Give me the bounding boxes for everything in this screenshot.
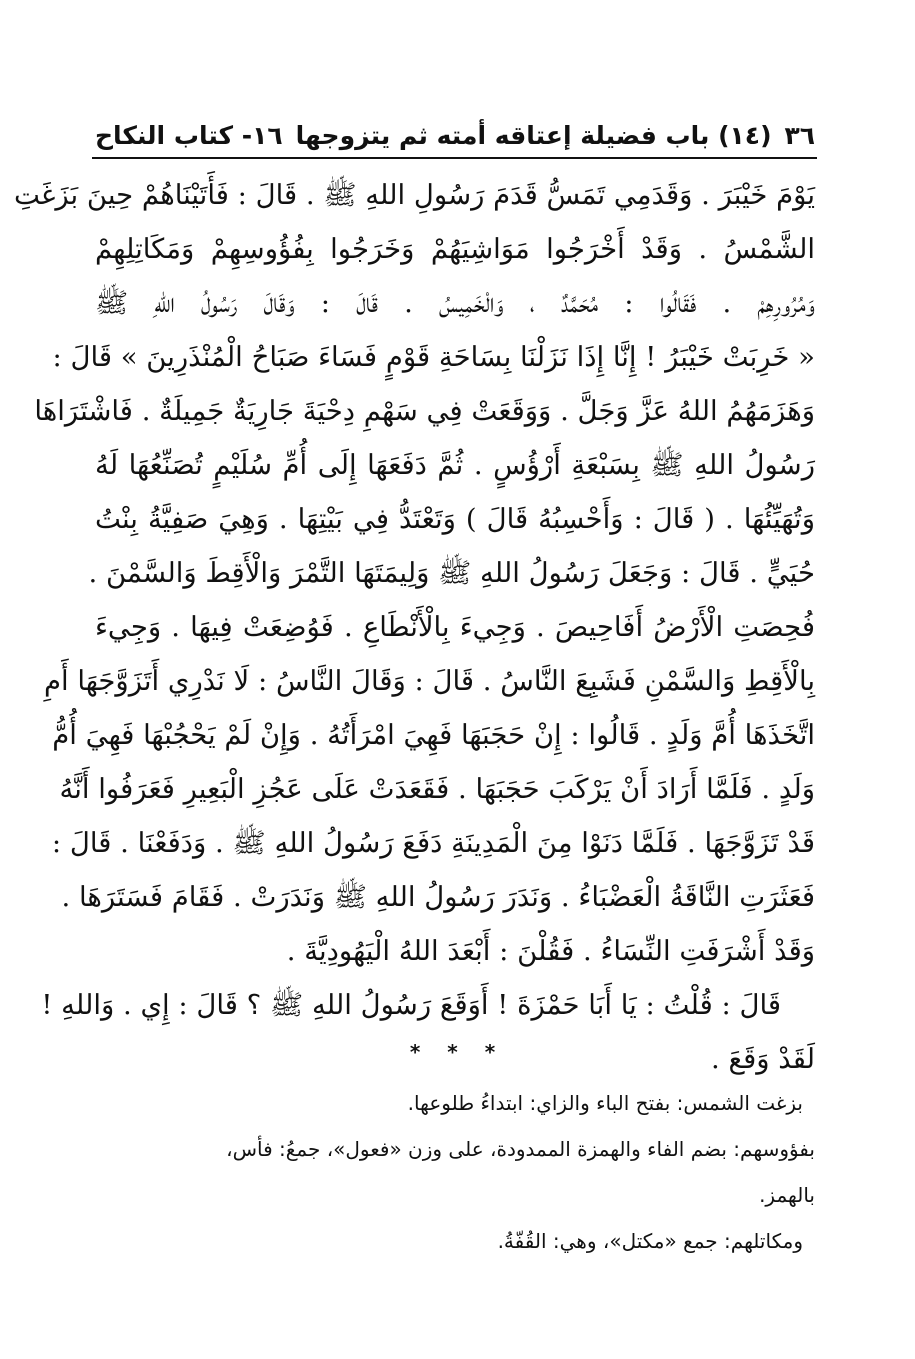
hadith-paragraph bbox=[13, 168, 815, 978]
book-title: ١٦- كتاب النكاح bbox=[95, 121, 283, 150]
page-number: ٣٦ bbox=[784, 121, 815, 150]
text-line: قَدْ تَزَوَّجَهَا . فَلَمَّا دَنَوْا مِنَ الْمَدِينَةِ دَفَعَ رَسُولُ اللهِ ﷺ . وَدَفَعْنَا . قَالَ : bbox=[51, 827, 815, 859]
text-line: اتَّخَذَهَا أُمَّ وَلَدٍ . قَالُوا : إِنْ حَجَبَهَا فَهِيَ امْرَأَتُهُ . وَإِنْ لَمْ يَحْجُبْهَا فَهِيَ أُمُّ bbox=[52, 719, 815, 751]
text-line: الشَّمْسُ . وَقَدْ أَخْرَجُوا مَوَاشِيَهُمْ وَخَرَجُوا بِفُؤُوسِهِمْ وَمَكَاتِلِهِمْ bbox=[95, 233, 815, 265]
text-line: قَالَ : قُلْتُ : يَا أَبَا حَمْزَةَ ! أَوَقَعَ رَسُولُ اللهِ ﷺ ؟ قَالَ : إِي . وَاللهِ ! bbox=[41, 989, 781, 1021]
footnote-text: بزغت الشمس: بفتح الباء والزاي: ابتداءُ طلوعها. bbox=[407, 1091, 803, 1115]
text-line: فُحِصَتِ الْأَرْضُ أَفَاحِيصَ . وَجِيءَ بِالْأَنْطَاعِ . فَوُضِعَتْ فِيهَا . وَجِيءَ bbox=[95, 611, 815, 643]
chapter-title: (١٤) باب فضيلة إعتاقه أمته ثم يتزوجها bbox=[295, 121, 772, 150]
text-line: وَهَزَمَهُمُ اللهُ عَزَّ وَجَلَّ . وَوَقَعَتْ فِي سَهْمِ دِحْيَةَ جَارِيَةٌ جَمِيلَةٌ . فَاشْتَرَاهَا bbox=[34, 395, 815, 427]
section-separator: * * * bbox=[409, 1040, 506, 1064]
footnote-continuation: بالهمز. bbox=[759, 1183, 815, 1207]
text-line: رَسُولُ اللهِ ﷺ بِسَبْعَةِ أَرْؤُسٍ . ثُمَّ دَفَعَهَا إِلَى أُمِّ سُلَيْمٍ تُصَنِّعُهَا لَهُ bbox=[95, 449, 815, 481]
running-header bbox=[95, 100, 815, 150]
footnotes bbox=[80, 1080, 815, 1264]
text-line: حُيَيٍّ . قَالَ : وَجَعَلَ رَسُولُ اللهِ ﷺ وَلِيمَتَهَا التَّمْرَ وَالْأَقِطَ وَالسَّمْنَ . bbox=[88, 557, 815, 589]
footnote bbox=[80, 1126, 815, 1218]
footnote-text: بفؤوسهم: بضم الفاء والهمزة الممدودة، على وزن «فعول»، جمعُ: فأس، bbox=[226, 1137, 815, 1161]
text-line: فَعَثَرَتِ النَّاقَةُ الْعَضْبَاءُ . وَنَدَرَ رَسُولُ اللهِ ﷺ وَنَدَرَتْ . فَقَامَ فَسَتَرَهَا . bbox=[61, 881, 815, 913]
text-line: بِالْأَقِطِ وَالسَّمْنِ فَشَبِعَ النَّاسُ . قَالَ : وَقَالَ النَّاسُ : لَا نَدْرِي أَتَزَوَّجَهَا أَمِ bbox=[43, 665, 815, 697]
text-line: وَقَدْ أَشْرَفَتِ النِّسَاءُ . فَقُلْنَ : أَبْعَدَ اللهُ الْيَهُودِيَّةَ . bbox=[286, 935, 815, 967]
text-line: لَقَدْ وَقَعَ . bbox=[710, 1043, 815, 1075]
footnote-text: ومكاتلهم: جمع «مكتل»، وهي: القُفّةُ. bbox=[497, 1229, 803, 1253]
text-line: وَمُرُورِهِمْ . فَقَالُوا : مُحَمَّدٌ ، وَالْخَمِيسُ . قَالَ : وَقَالَ رَسُولُ اللهِ ﷺ bbox=[95, 287, 815, 319]
footnote bbox=[80, 1218, 815, 1264]
text-line: يَوْمَ خَيْبَرَ . وَقَدَمِي تَمَسُّ قَدَمَ رَسُولِ اللهِ ﷺ . قَالَ : فَأَتَيْنَاهُمْ حِينَ بَزَغَتِ bbox=[13, 179, 815, 211]
text-line: وَلَدٍ . فَلَمَّا أَرَادَ أَنْ يَرْكَبَ حَجَبَهَا . فَقَعَدَتْ عَلَى عَجُزِ الْبَعِيرِ فَعَرَفُوا أَنَّهُ bbox=[59, 773, 815, 805]
footnote bbox=[80, 1080, 815, 1126]
text-line: وَتُهَيِّئُهَا . ( قَالَ : وَأَحْسِبُهُ قَالَ ) وَتَعْتَدُّ فِي بَيْتِهَا . وَهِيَ صَفِيَّةُ بِنْتُ bbox=[95, 503, 815, 535]
text-line: « خَرِبَتْ خَيْبَرُ ! إِنَّا إِذَا نَزَلْنَا بِسَاحَةِ قَوْمٍ فَسَاءَ صَبَاحُ الْمُنْذَرِينَ » قَالَ : bbox=[52, 341, 815, 373]
header-rule bbox=[92, 157, 817, 159]
hadith-text bbox=[13, 168, 815, 1086]
closing-paragraph bbox=[41, 978, 815, 1086]
